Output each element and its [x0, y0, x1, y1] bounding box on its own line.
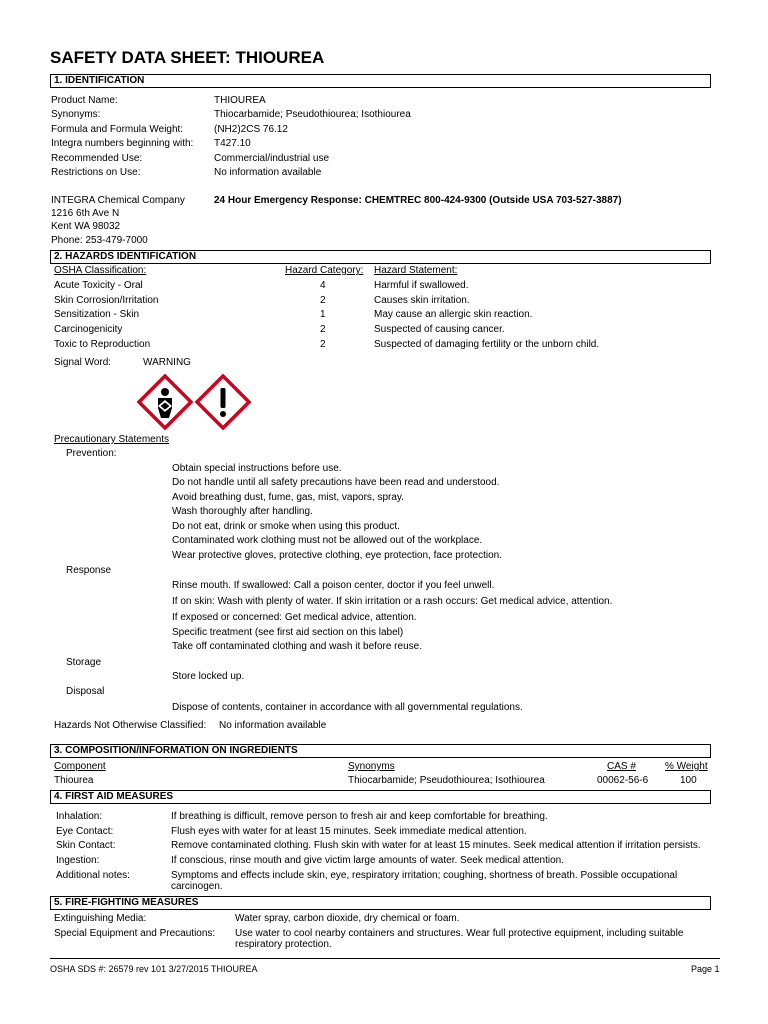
- id-label-formula: Formula and Formula Weight:: [51, 124, 184, 135]
- storage-label: Storage: [66, 657, 102, 668]
- response-item: Specific treatment (see first aid section on this label): [172, 627, 404, 638]
- prevention-item: Contaminated work clothing must not be allowed out of the workplace.: [172, 535, 483, 546]
- id-value-formula: (NH2)2CS 76.12: [214, 124, 288, 135]
- first-aid-label: Inhalation:: [56, 811, 103, 822]
- hazard-row-classification: Skin Corrosion/Irritation: [54, 295, 159, 306]
- id-label-product-name: Product Name:: [51, 95, 118, 106]
- response-item: Rinse mouth. If swallowed: Call a poison center, doctor if you feel unwell.: [172, 580, 495, 591]
- footer-divider: [50, 958, 720, 959]
- id-value-recommended-use: Commercial/industrial use: [214, 153, 330, 164]
- prevention-item: Avoid breathing dust, fume, gas, mist, vapors, spray.: [172, 492, 404, 503]
- hazard-row-category: 1: [320, 309, 326, 320]
- section-3-header: 3. COMPOSITION/INFORMATION ON INGREDIENTS: [50, 744, 711, 758]
- id-value-restrictions: No information available: [214, 167, 322, 178]
- hazard-row-statement: May cause an allergic skin reaction.: [374, 309, 533, 320]
- hazard-row-classification: Sensitization - Skin: [54, 309, 140, 320]
- fire-fighting-label: Extinguishing Media:: [54, 913, 147, 924]
- hnoc-label: Hazards Not Otherwise Classified:: [54, 720, 207, 731]
- section-5-header: 5. FIRE-FIGHTING MEASURES: [50, 896, 711, 910]
- composition-header-weight: % Weight: [665, 761, 708, 772]
- composition-header-synonyms: Synonyms: [348, 761, 395, 772]
- first-aid-label: Skin Contact:: [56, 840, 116, 851]
- composition-cas: 00062-56-6: [597, 775, 649, 786]
- composition-weight: 100: [680, 775, 697, 786]
- hazard-header-classification: OSHA Classification:: [54, 265, 147, 276]
- first-aid-value: Remove contaminated clothing. Flush skin with water for at least 15 minutes. Seek medical attention if irritation persists.: [171, 840, 701, 851]
- prevention-item: Wear protective gloves, protective clothing, eye protection, face protection.: [172, 550, 502, 561]
- hazard-row-category: 2: [320, 339, 326, 350]
- hazard-row-statement: Suspected of causing cancer.: [374, 324, 505, 335]
- ghs-pictograms: [136, 374, 254, 430]
- storage-item: Store locked up.: [172, 671, 245, 682]
- id-value-integra-numbers: T427.10: [214, 138, 251, 149]
- hazard-row-classification: Acute Toxicity - Oral: [54, 280, 143, 291]
- prevention-item: Wash thoroughly after handling.: [172, 506, 313, 517]
- id-value-product-name: THIOUREA: [214, 95, 266, 106]
- first-aid-value: Flush eyes with water for at least 15 minutes. Seek immediate medical attention.: [171, 826, 527, 837]
- hazard-row-category: 2: [320, 324, 326, 335]
- response-label: Response: [66, 565, 112, 576]
- id-label-synonyms: Synonyms:: [51, 109, 101, 120]
- hnoc-value: No information available: [219, 720, 327, 731]
- first-aid-value: If conscious, rinse mouth and give victim large amounts of water. Seek medical attention.: [171, 855, 564, 866]
- prevention-item: Do not handle until all safety precautions have been read and understood.: [172, 477, 500, 488]
- id-label-integra-numbers: Integra numbers beginning with:: [51, 138, 194, 149]
- company-name: INTEGRA Chemical Company: [51, 195, 185, 206]
- hazard-row-category: 2: [320, 295, 326, 306]
- prevention-item: Do not eat, drink or smoke when using this product.: [172, 521, 400, 532]
- emergency-response: 24 Hour Emergency Response: CHEMTREC 800-424-9300 (Outside USA 703-527-3887): [214, 195, 622, 206]
- prevention-item: Obtain special instructions before use.: [172, 463, 342, 474]
- id-value-synonyms: Thiocarbamide; Pseudothiourea; Isothiourea: [214, 109, 411, 120]
- company-phone: Phone: 253-479-7000: [51, 235, 148, 246]
- id-label-recommended-use: Recommended Use:: [51, 153, 143, 164]
- first-aid-value: If breathing is difficult, remove person to fresh air and keep comfortable for breathing.: [171, 811, 548, 822]
- hazard-header-statement: Hazard Statement:: [374, 265, 458, 276]
- exclamation-mark-icon: [197, 376, 249, 428]
- hazard-row-statement: Causes skin irritation.: [374, 295, 470, 306]
- fire-fighting-value: Water spray, carbon dioxide, dry chemical or foam.: [235, 913, 460, 924]
- composition-header-cas: CAS #: [607, 761, 636, 772]
- prevention-label: Prevention:: [66, 448, 117, 459]
- fire-fighting-value: Use water to cool nearby containers and structures. Wear full protective equipment, including suitable respiratory protection.: [235, 928, 684, 950]
- id-label-restrictions: Restrictions on Use:: [51, 167, 141, 178]
- hazard-row-statement: Suspected of damaging fertility or the unborn child.: [374, 339, 600, 350]
- first-aid-label: Ingestion:: [56, 855, 100, 866]
- section-4-header: 4. FIRST AID MEASURES: [50, 790, 711, 804]
- section-2-header: 2. HAZARDS IDENTIFICATION: [50, 250, 711, 264]
- response-item: If on skin: Wash with plenty of water. If skin irritation or a rash occurs: Get medical advice, attention.: [172, 596, 613, 607]
- hazard-row-statement: Harmful if swallowed.: [374, 280, 469, 291]
- disposal-item: Dispose of contents, container in accordance with all governmental regulations.: [172, 702, 523, 713]
- first-aid-label: Additional notes:: [56, 870, 130, 881]
- response-item: If exposed or concerned: Get medical advice, attention.: [172, 612, 417, 623]
- composition-header-component: Component: [54, 761, 106, 772]
- composition-synonyms: Thiocarbamide; Pseudothiourea; Isothiourea: [348, 775, 545, 786]
- company-city: Kent WA 98032: [51, 221, 121, 232]
- signal-word-value: WARNING: [143, 357, 191, 368]
- response-item: Take off contaminated clothing and wash it before reuse.: [172, 641, 422, 652]
- first-aid-label: Eye Contact:: [56, 826, 114, 837]
- hazard-row-category: 4: [320, 280, 326, 291]
- company-street: 1216 6th Ave N: [51, 208, 120, 219]
- hazard-row-classification: Carcinogenicity: [54, 324, 123, 335]
- composition-component: Thiourea: [54, 775, 94, 786]
- footer-page-number: Page 1: [691, 964, 720, 974]
- precautionary-statements-title: Precautionary Statements: [54, 434, 170, 445]
- fire-fighting-label: Special Equipment and Precautions:: [54, 928, 216, 939]
- section-1-header: 1. IDENTIFICATION: [50, 74, 711, 88]
- health-hazard-icon: [139, 376, 191, 428]
- footer-document-id: OSHA SDS #: 26579 rev 101 3/27/2015 THIOUREA: [50, 964, 258, 974]
- signal-word-label: Signal Word:: [54, 357, 112, 368]
- hazard-row-classification: Toxic to Reproduction: [54, 339, 151, 350]
- first-aid-value: Symptoms and effects include skin, eye, respiratory irritation; coughing, shortness of breath. Possible occupational carcinogen.: [171, 870, 678, 892]
- hazard-header-category: Hazard Category:: [285, 265, 364, 276]
- disposal-label: Disposal: [66, 686, 105, 697]
- document-title: SAFETY DATA SHEET: THIOUREA: [50, 48, 325, 67]
